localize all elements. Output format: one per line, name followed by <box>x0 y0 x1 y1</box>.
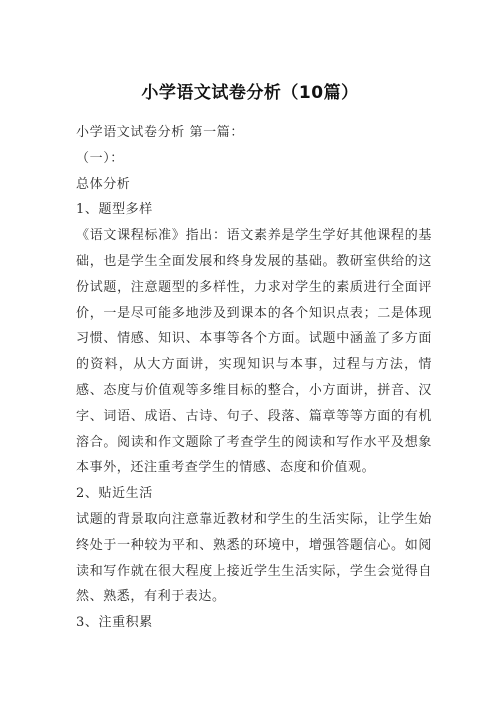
document-body <box>76 120 432 636</box>
document-title: 小学语文试卷分析（10篇） <box>141 83 359 103</box>
body-paragraph: 《语文课程标准》指出：语文素养是学生学好其他课程的基础，也是学生全面发展和终身发展的基础。教研室供给的这份试题，注意题型的多样性，力求对学生的素质进行全面评价，一是尽可能多地涉及到课本的各个知识点表；二是体现习惯、情感、知识、本事等各个方面。试题中涵盖了多方面的资料，从大方面讲，实现知识与本事，过程与方法，情感、态度与价值观等多维目标的整合，小方面讲，拼音、汉字、词语、成语、古诗、句子、段落、篇章等等方面的有机溶合。阅读和作文题除了考查学生的阅读和写作水平及想象本事外，还注重考查学生的情感、态度和价值观。 <box>76 228 432 476</box>
section-heading: 总体分析 <box>76 176 131 192</box>
subsection-heading: 2、贴近生活 <box>76 486 153 502</box>
subsection-heading: 3、注重积累 <box>76 615 153 631</box>
document-subtitle: 小学语文试卷分析 第一篇： <box>76 125 244 140</box>
section-marker: （一）： <box>76 150 124 166</box>
subsection-heading: 1、题型多样 <box>76 202 153 218</box>
body-paragraph: 试题的背景取向注意靠近教材和学生的生活实际，让学生始终处于一种较为平和、熟悉的环境中，增强答题信心。如阅读和写作就在很大程度上接近学生生活实际，学生会觉得自然、熟悉，有利于表达。 <box>76 511 432 605</box>
